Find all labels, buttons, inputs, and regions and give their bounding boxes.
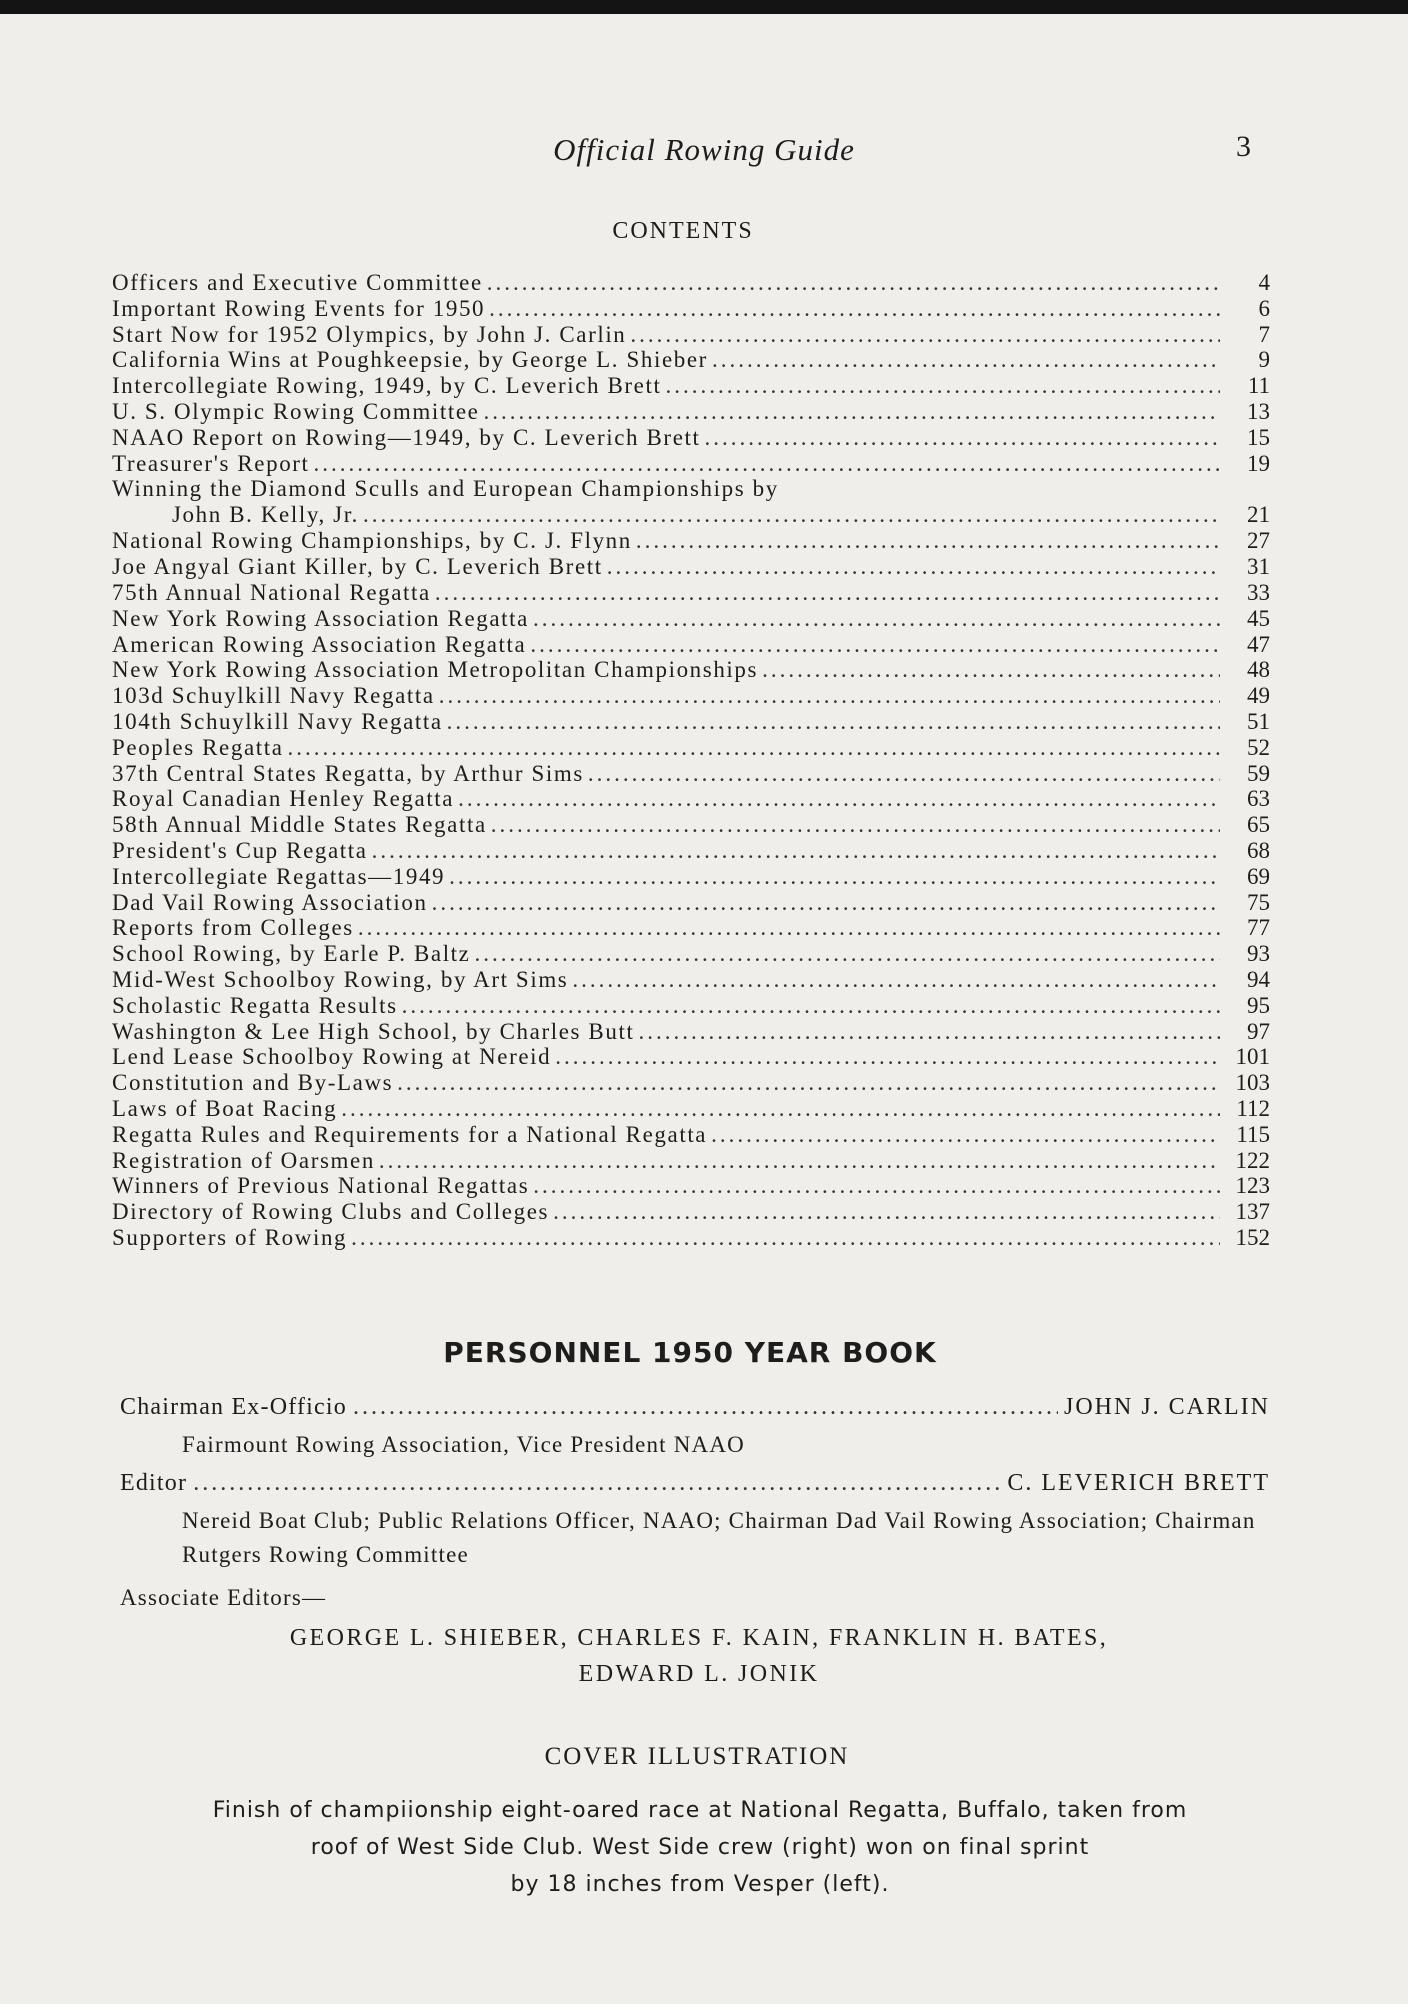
leader-dots	[358, 915, 1220, 941]
toc-entry-title: Laws of Boat Racing	[112, 1095, 338, 1121]
toc-entry-page: 97	[1247, 1018, 1270, 1044]
leader-dots	[353, 1394, 1058, 1421]
toc-entry	[112, 657, 1270, 683]
toc-entry	[112, 993, 1270, 1019]
editor-row	[120, 1470, 1270, 1497]
leader-dots	[553, 1199, 1220, 1225]
toc-entry-page: 6	[1258, 295, 1270, 321]
toc-entry	[112, 735, 1270, 761]
toc-entry-page: 95	[1247, 992, 1270, 1018]
toc-entry-title: Mid-West Schoolboy Rowing, by Art Sims	[112, 966, 569, 992]
toc-entry	[112, 399, 1270, 425]
chairman-role: Chairman Ex-Officio	[120, 1394, 347, 1420]
toc-entry-title: 104th Schuylkill Navy Regatta	[112, 708, 443, 734]
caption-line-1: Finish of champiionship eight-oared race at National Regatta, Buffalo, taken from	[212, 1798, 1188, 1823]
toc-entry-page: 33	[1247, 579, 1270, 605]
toc-entry	[112, 864, 1270, 890]
toc-entry-title: Reports from Colleges	[112, 915, 354, 941]
toc-entry	[112, 270, 1270, 296]
leader-dots	[533, 1173, 1220, 1199]
toc-entry	[112, 373, 1270, 399]
toc-entry	[112, 890, 1270, 916]
leader-dots	[397, 1070, 1220, 1096]
toc-entry	[112, 967, 1270, 993]
toc-entry-title: Dad Vail Rowing Association	[112, 889, 428, 915]
toc-entry-page: 9	[1258, 347, 1270, 373]
toc-entry	[112, 580, 1270, 606]
toc-entry-page: 48	[1247, 657, 1270, 683]
toc-entry	[112, 1148, 1270, 1174]
toc-entry-page: 69	[1247, 863, 1270, 889]
toc-entry	[112, 915, 1270, 941]
leader-dots	[572, 967, 1220, 993]
toc-entry	[112, 1044, 1270, 1070]
toc-entry-page: 15	[1247, 424, 1270, 450]
leader-dots	[449, 864, 1220, 890]
associate-editors-names	[0, 1620, 1398, 1692]
caption-line-2: roof of West Side Club. West Side crew (right) won on final sprint	[310, 1835, 1090, 1860]
toc-entry-title: Royal Canadian Henley Regatta	[112, 786, 455, 812]
leader-dots	[555, 1044, 1220, 1070]
toc-entry-title-cont: John B. Kelly, Jr.	[172, 502, 360, 528]
toc-entry	[112, 1070, 1270, 1096]
toc-entry-page: 11	[1247, 373, 1270, 399]
leader-dots	[341, 1096, 1220, 1122]
toc-entry-title: 103d Schuylkill Navy Regatta	[112, 683, 435, 709]
toc-entry-title: 37th Central States Regatta, by Arthur Sims	[112, 760, 584, 786]
toc-entry	[112, 941, 1270, 967]
personnel-heading: PERSONNEL 1950 YEAR BOOK	[443, 1336, 937, 1369]
leader-dots	[288, 735, 1220, 761]
leader-dots	[491, 812, 1220, 838]
toc-entry-title: U. S. Olympic Rowing Committee	[112, 398, 480, 424]
toc-entry-page: 94	[1247, 966, 1270, 992]
toc-entry	[112, 606, 1270, 632]
page-number: 3	[1236, 130, 1251, 163]
toc-entry-title: Supporters of Rowing	[112, 1224, 348, 1250]
running-title: Official Rowing Guide	[553, 132, 855, 167]
contents-heading: CONTENTS	[612, 218, 754, 244]
leader-dots	[351, 1225, 1220, 1251]
chairman-row	[120, 1394, 1270, 1421]
toc-entry	[112, 1173, 1270, 1199]
leader-dots	[435, 580, 1220, 606]
toc-entry-title: Winners of Previous National Regattas	[112, 1173, 530, 1199]
toc-entry-title: Intercollegiate Rowing, 1949, by C. Leverich Brett	[112, 373, 662, 399]
leader-dots	[379, 1148, 1220, 1174]
toc-entry-title: Treasurer's Report	[112, 450, 310, 476]
toc-entry-title: Peoples Regatta	[112, 734, 284, 760]
leader-dots	[530, 632, 1220, 658]
toc-entry-page: 21	[1247, 502, 1270, 528]
leader-dots	[363, 502, 1220, 528]
leader-dots	[704, 425, 1220, 451]
toc-entry-page: 93	[1247, 941, 1270, 967]
leader-dots	[711, 1122, 1220, 1148]
toc-entry-title: Scholastic Regatta Results	[112, 992, 398, 1018]
leader-dots	[636, 528, 1220, 554]
leader-dots	[483, 399, 1220, 425]
toc-entry-title: New York Rowing Association Metropolitan Championships	[112, 657, 759, 683]
toc-entry-page: 115	[1236, 1121, 1270, 1147]
toc-entry-page: 122	[1235, 1147, 1270, 1173]
toc-entry-page: 19	[1247, 450, 1270, 476]
toc-entry	[112, 709, 1270, 735]
toc-entry-title: Directory of Rowing Clubs and Colleges	[112, 1199, 550, 1225]
toc-entry-title: New York Rowing Association Regatta	[112, 605, 529, 631]
toc-entry-page: 152	[1235, 1224, 1270, 1250]
toc-entry	[112, 1199, 1270, 1225]
toc-entry	[112, 632, 1270, 658]
leader-dots	[762, 657, 1220, 683]
toc-entry	[112, 683, 1270, 709]
leader-dots	[489, 296, 1220, 322]
leader-dots	[447, 709, 1220, 735]
toc-entry-page: 45	[1247, 605, 1270, 631]
leader-dots	[193, 1470, 1001, 1497]
toc-entry-page: 63	[1247, 786, 1270, 812]
toc-entry-page: 68	[1247, 837, 1270, 863]
cover-illustration-heading: COVER ILLUSTRATION	[544, 1743, 850, 1770]
toc-entry-page: 65	[1247, 812, 1270, 838]
editor-role: Editor	[120, 1470, 188, 1496]
leader-dots	[665, 373, 1220, 399]
toc-entry-page: 75	[1247, 889, 1270, 915]
toc-entry	[112, 296, 1270, 322]
toc-entry	[112, 786, 1270, 812]
editor-name: C. LEVERICH BRETT	[1007, 1470, 1270, 1496]
toc-entry-page: 101	[1235, 1044, 1270, 1070]
leader-dots	[588, 761, 1220, 787]
toc-entry-page: 103	[1235, 1070, 1270, 1096]
leader-dots	[533, 606, 1220, 632]
toc-entry-page: 4	[1258, 270, 1270, 295]
leader-dots	[630, 322, 1220, 348]
toc-entry	[112, 1122, 1270, 1148]
associate-names-line-1: GEORGE L. SHIEBER, CHARLES F. KAIN, FRANKLIN H. BATES,	[289, 1625, 1109, 1651]
toc-entry-title: 58th Annual Middle States Regatta	[112, 812, 487, 838]
toc-entry	[112, 322, 1270, 348]
toc-entry-page: 52	[1247, 734, 1270, 760]
toc-entry	[112, 812, 1270, 838]
page-top-edge	[0, 0, 1408, 14]
toc-entry	[112, 1096, 1270, 1122]
toc-entry-title: 75th Annual National Regatta	[112, 579, 431, 605]
toc-entry-page: 123	[1235, 1173, 1270, 1199]
toc-entry-title: Registration of Oarsmen	[112, 1147, 375, 1173]
toc-entry-page: 47	[1247, 631, 1270, 657]
table-of-contents	[112, 270, 1270, 1251]
toc-entry-title: Lend Lease Schoolboy Rowing at Nereid	[112, 1044, 552, 1070]
toc-entry	[112, 761, 1270, 787]
toc-entry-title: California Wins at Poughkeepsie, by George L. Shieber	[112, 347, 708, 373]
toc-entry-continuation	[112, 502, 1270, 528]
leader-dots	[638, 1019, 1220, 1045]
toc-entry-title: Joe Angyal Giant Killer, by C. Leverich Brett	[112, 554, 603, 580]
toc-entry	[112, 451, 1270, 477]
toc-entry-title: Constitution and By-Laws	[112, 1070, 394, 1096]
editor-detail: Nereid Boat Club; Public Relations Officer, NAAO; Chairman Dad Vail Rowing Association; Chairman Rutgers Rowing Committee	[182, 1508, 1256, 1567]
toc-entry-title: Winning the Diamond Sculls and European Championships by	[112, 476, 779, 502]
toc-entry	[112, 425, 1270, 451]
toc-entry-page: 27	[1247, 528, 1270, 554]
toc-entry-title: Regatta Rules and Requirements for a National Regatta	[112, 1121, 708, 1147]
leader-dots	[487, 270, 1220, 296]
toc-entry-title: National Rowing Championships, by C. J. Flynn	[112, 528, 632, 554]
toc-entry-page: 7	[1258, 321, 1270, 347]
toc-entry-title: Important Rowing Events for 1950	[112, 295, 486, 321]
toc-entry-page: 31	[1247, 554, 1270, 580]
leader-dots	[372, 838, 1220, 864]
associate-editors-label: Associate Editors—	[120, 1585, 327, 1610]
toc-entry-title: American Rowing Association Regatta	[112, 631, 527, 657]
toc-entry	[112, 476, 1270, 528]
leader-dots	[607, 554, 1220, 580]
toc-entry-page: 112	[1236, 1095, 1270, 1121]
toc-entry	[112, 554, 1270, 580]
toc-entry-title: School Rowing, by Earle P. Baltz	[112, 941, 471, 967]
leader-dots	[432, 890, 1220, 916]
toc-entry	[112, 838, 1270, 864]
chairman-name: JOHN J. CARLIN	[1063, 1394, 1270, 1420]
toc-entry	[112, 1225, 1270, 1251]
toc-entry-title: Intercollegiate Regattas—1949	[112, 863, 446, 889]
leader-dots	[439, 683, 1220, 709]
associate-names-line-2: EDWARD L. JONIK	[578, 1661, 820, 1687]
toc-entry-title: Washington & Lee High School, by Charles Butt	[112, 1018, 635, 1044]
toc-entry-title: Start Now for 1952 Olympics, by John J. Carlin	[112, 321, 627, 347]
toc-entry-page: 49	[1247, 683, 1270, 709]
toc-entry-page: 51	[1247, 708, 1270, 734]
toc-entry	[112, 528, 1270, 554]
toc-entry-page: 13	[1247, 398, 1270, 424]
leader-dots	[402, 993, 1220, 1019]
toc-entry-page: 137	[1235, 1199, 1270, 1225]
toc-entry	[112, 1019, 1270, 1045]
toc-entry-page: 77	[1247, 915, 1270, 941]
leader-dots	[474, 941, 1220, 967]
chairman-detail: Fairmount Rowing Association, Vice President NAAO	[182, 1432, 745, 1457]
toc-entry-title: NAAO Report on Rowing—1949, by C. Leverich Brett	[112, 424, 701, 450]
toc-entry-title: Officers and Executive Committee	[112, 270, 483, 295]
leader-dots	[458, 786, 1220, 812]
leader-dots	[314, 451, 1220, 477]
caption-line-3: by 18 inches from Vesper (left).	[510, 1872, 890, 1897]
toc-entry-page: 59	[1247, 760, 1270, 786]
cover-illustration-caption	[120, 1792, 1280, 1903]
leader-dots	[712, 347, 1220, 373]
toc-entry-title: President's Cup Regatta	[112, 837, 368, 863]
toc-entry	[112, 347, 1270, 373]
